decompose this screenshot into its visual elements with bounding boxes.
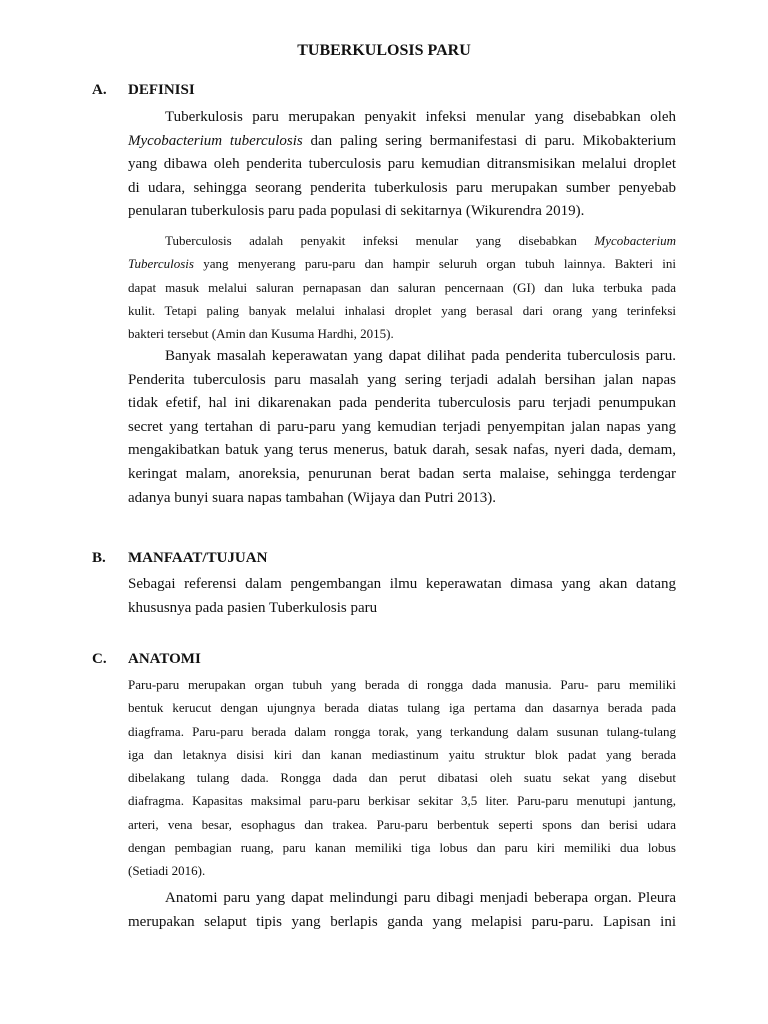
text-line: arteri, vena besar, esophagus dan trakea. Paru-paru berbentuk seperti spons dan berisi udara bbox=[128, 816, 676, 832]
text-line: Paru-paru merupakan organ tubuh yang berada di rongga dada manusia. Paru- paru memiliki bbox=[128, 677, 676, 692]
text-line: yang dibawa oleh penderita tuberculosis paru kemudian ditransmisikan melalui droplet bbox=[128, 156, 676, 173]
text-line: khususnya pada pasien Tuberkulosis paru bbox=[128, 599, 378, 616]
text-line: iga dan letaknya disisi kiri dan kanan mediastinum yaitu struktur blok padat yang berada bbox=[128, 746, 676, 762]
definisi-paragraph-3 bbox=[128, 345, 676, 510]
text-line: mengakibatkan batuk yang terus menerus, batuk darah, sesak nafas, nyeri dada, demam, bbox=[128, 442, 676, 459]
text-line: penularan tuberkulosis paru pada populasi di sekitarnya (Wikurendra 2019). bbox=[128, 203, 585, 220]
text-line: adanya bunyi suara napas tambahan (Wijaya dan Putri 2013). bbox=[128, 489, 497, 506]
text-line: Banyak masalah keperawatan yang dapat dilihat pada penderita tuberculosis paru. bbox=[165, 348, 676, 364]
text-line: merupakan selaput tipis yang berlapis ganda yang melapisi paru-paru. Lapisan ini bbox=[128, 913, 676, 930]
text-line: Tuberkulosis paru merupakan penyakit infeksi menular yang disebabkan oleh bbox=[165, 109, 676, 125]
text-line: (Setiadi 2016). bbox=[128, 863, 206, 879]
text-line: Sebagai referensi dalam pengembangan ilmu keperawatan dimasa yang akan datang bbox=[128, 576, 676, 592]
text-line: dapat masuk melalui saluran pernapasan dan saluran pencernaan (GI) dan luka terbuka pada bbox=[128, 279, 676, 295]
species-name: Tuberculosis bbox=[128, 256, 194, 272]
manfaat-paragraph bbox=[128, 573, 676, 620]
anatomi-paragraph-1 bbox=[128, 673, 676, 883]
text-line: Anatomi paru yang dapat melindungi paru dibagi menjadi beberapa organ. Pleura bbox=[165, 890, 676, 906]
section-a-heading: DEFINISI bbox=[128, 82, 195, 98]
text-line: di udara, sehingga seorang penderita tuberkulosis paru merupakan sumber penyebab bbox=[128, 179, 676, 196]
text-line: keringat malam, anoreksia, penurunan berat badan serta malaise, sehingga terdengar bbox=[128, 465, 676, 482]
text-line: secret yang tertahan di paru-paru yang kemudian terjadi penyempitan jalan napas yang bbox=[128, 418, 676, 435]
text-line: diagframa. Paru-paru berada dalam rongga torak, yang terkandung dalam susunan tulang-tulang bbox=[128, 723, 676, 739]
text-line: bentuk kerucut dengan ujungnya berada diatas tulang iga pertama dan dasarnya berada pada bbox=[128, 700, 676, 716]
text-line: Penderita tuberculosis paru masalah yang sering terjadi adalah bersihan jalan napas bbox=[128, 371, 676, 388]
text-line: Tuberculosis adalah penyakit infeksi menular yang disebabkan Mycobacterium bbox=[165, 233, 676, 248]
text-line: Mycobacterium tuberculosis dan paling sering bermanifestasi di paru. Mikobakterium bbox=[128, 132, 676, 149]
text-line: kulit. Tetapi paling banyak melalui inhalasi droplet yang berasal dari orang yang terinfeksi bbox=[128, 302, 676, 318]
text-line: tidak efetif, hal ini dikarenakan pada penderita tuberculosis paru terjadi penumpukan bbox=[128, 395, 676, 412]
text-line: diafragma. Kapasitas maksimal paru-paru berkisar sekitar 3,5 liter. Paru-paru menutupi jantung, bbox=[128, 793, 676, 809]
section-b-heading: MANFAAT/TUJUAN bbox=[128, 550, 268, 566]
definisi-paragraph-1 bbox=[128, 106, 676, 224]
text-line: dengan pembagian ruang, paru kanan memiliki tiga lobus dan paru kiri memiliki dua lobus bbox=[128, 840, 676, 856]
section-c-letter: C. bbox=[92, 651, 107, 667]
definisi-paragraph-2 bbox=[128, 229, 676, 345]
section-a-letter: A. bbox=[92, 82, 107, 98]
section-c-heading: ANATOMI bbox=[128, 651, 201, 667]
species-name: Mycobacterium bbox=[594, 233, 676, 248]
text-line: dibelakang tulang dada. Rongga dada dan perut dibatasi oleh suatu sekat yang disebut bbox=[128, 770, 676, 786]
document-title: TUBERKULOSIS PARU bbox=[297, 42, 471, 59]
text-line: bakteri tersebut (Amin dan Kusuma Hardhi, 2015). bbox=[128, 326, 394, 342]
species-name: Mycobacterium tuberculosis bbox=[128, 132, 303, 149]
section-b-letter: B. bbox=[92, 550, 106, 566]
text-line: Tuberculosis yang menyerang paru-paru dan hampir seluruh organ tubuh lainnya. Bakteri ini bbox=[128, 256, 676, 272]
anatomi-paragraph-2 bbox=[128, 887, 676, 934]
